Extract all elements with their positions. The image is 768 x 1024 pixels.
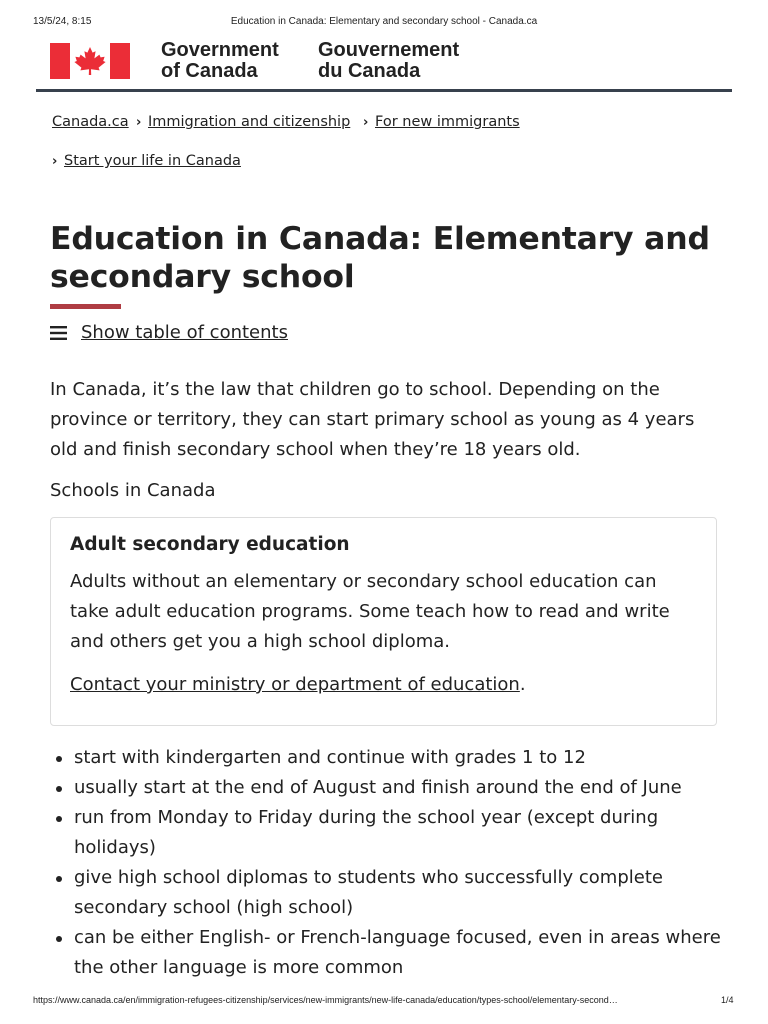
toc-link[interactable]: Show table of contents bbox=[81, 322, 288, 343]
breadcrumb-item-canada[interactable] bbox=[52, 114, 129, 130]
list-item: can be either English- or French-language focused, even in areas where the other language is more common bbox=[50, 923, 730, 983]
breadcrumb-link[interactable]: Start your life in Canada bbox=[64, 153, 241, 169]
breadcrumb-link[interactable]: Canada.ca bbox=[52, 114, 129, 130]
breadcrumb-item-new-immigrants[interactable] bbox=[363, 114, 520, 130]
menu-icon bbox=[50, 326, 67, 340]
government-of-canada-wordmark bbox=[161, 40, 279, 82]
breadcrumb-link[interactable]: Immigration and citizenship bbox=[148, 114, 351, 130]
list-item: usually start at the end of August and finish around the end of June bbox=[50, 773, 730, 803]
canada-flag-icon bbox=[50, 43, 130, 79]
callout-heading: Adult secondary education bbox=[70, 534, 350, 555]
page-title: Education in Canada: Elementary and secondary school bbox=[50, 221, 710, 295]
print-doc-title: Education in Canada: Elementary and secondary school - Canada.ca bbox=[230, 16, 538, 27]
schools-in-canada-label: Schools in Canada bbox=[50, 480, 216, 501]
chevron-right-icon: › bbox=[52, 154, 58, 169]
list-item: run from Monday to Friday during the school year (except during holidays) bbox=[50, 803, 730, 863]
wordmark-fr-line1: Gouvernement bbox=[318, 39, 460, 61]
print-datetime: 13/5/24, 8:15 bbox=[33, 16, 92, 27]
chevron-right-icon: › bbox=[136, 115, 142, 130]
print-footer bbox=[0, 995, 768, 1009]
chevron-right-icon: › bbox=[363, 115, 369, 130]
intro-paragraph: In Canada, it’s the law that children go to school. Depending on the province or territory, they can start primary school as young as 4 years old and finish secondary school when they’re 18 years old. bbox=[50, 379, 695, 460]
print-header bbox=[0, 16, 768, 30]
list-item: give high school diplomas to students who successfully complete secondary school (high school) bbox=[50, 863, 730, 923]
print-url: https://www.canada.ca/en/immigration-refugees-citizenship/services/new-immigrants/new-life-canada/education/types-school/elementary-second… bbox=[33, 995, 618, 1005]
breadcrumb-link[interactable]: For new immigrants bbox=[375, 114, 520, 130]
school-facts-list bbox=[50, 743, 730, 983]
title-accent-bar bbox=[50, 304, 121, 309]
adult-education-callout bbox=[50, 517, 717, 726]
wordmark-en-line1: Government bbox=[161, 39, 279, 61]
contact-ministry-link[interactable]: Contact your ministry or department of education bbox=[70, 674, 520, 695]
breadcrumb-item-start-your-life[interactable] bbox=[52, 153, 241, 169]
list-item: start with kindergarten and continue with grades 1 to 12 bbox=[50, 743, 730, 773]
wordmark-fr-line2: du Canada bbox=[318, 60, 421, 82]
wordmark-en-line2: of Canada bbox=[161, 60, 258, 82]
callout-contact bbox=[70, 672, 526, 698]
callout-text: Adults without an elementary or secondary school education can take adult education programs. Some teach how to read and write and others get you a high school diploma. bbox=[70, 571, 670, 652]
breadcrumb-item-immigration[interactable] bbox=[136, 114, 350, 130]
print-page-number: 1/4 bbox=[721, 995, 734, 1005]
banner-divider bbox=[36, 89, 732, 92]
gouvernement-du-canada-wordmark bbox=[318, 40, 459, 82]
callout-period: . bbox=[519, 674, 526, 695]
